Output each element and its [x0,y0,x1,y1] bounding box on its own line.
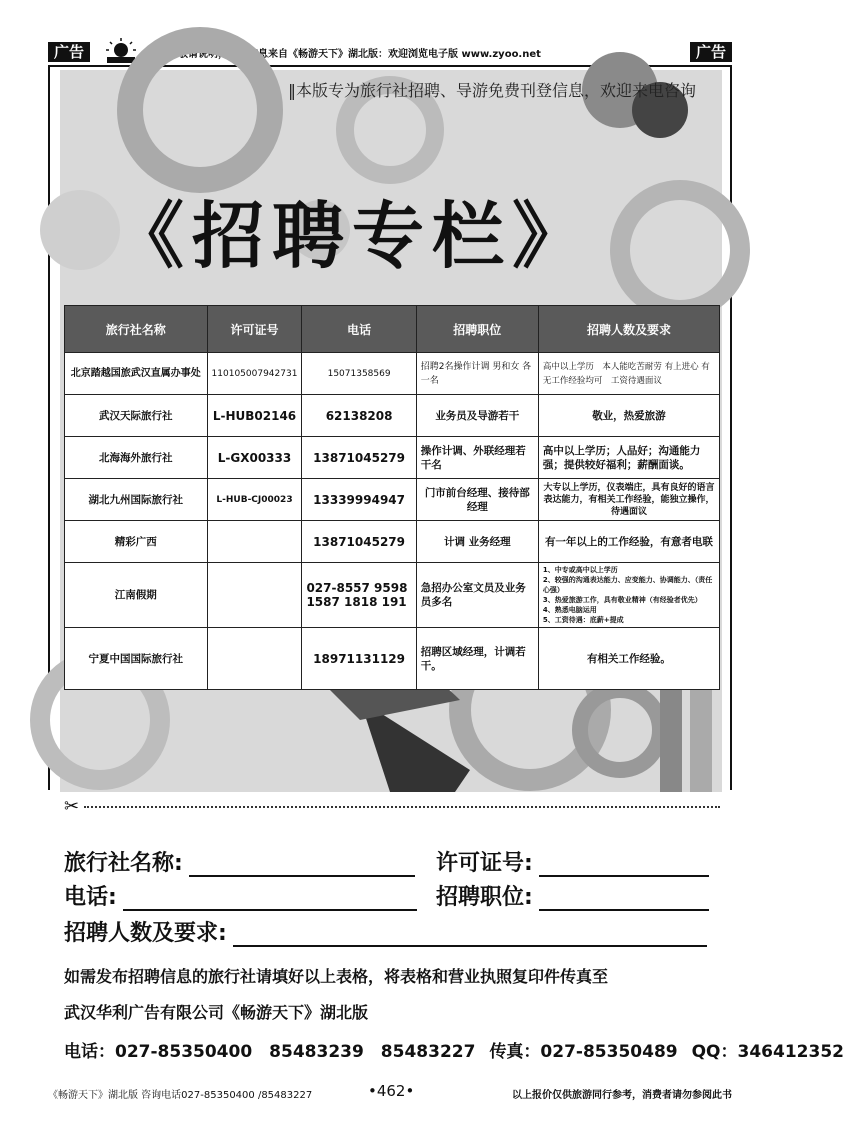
phone-number: 027-8557 9598 1587 1818 191 [302,563,416,628]
job-requirements-list [538,563,719,628]
position-label: 招聘职位: [436,885,533,910]
col-phone: 电话 [302,306,416,353]
company-fax: 传真：027-85350489 [489,1042,678,1062]
col-agency-name: 旅行社名称 [65,306,208,353]
agency-name-row [64,846,415,877]
license-number: 110105007942731 [207,353,302,395]
contact-line [64,1037,844,1062]
requirements-row [64,916,707,947]
ad-label-right: 广告 [690,42,732,62]
page-title: 《招聘专栏》 [112,193,593,278]
col-license: 许可证号 [207,306,302,353]
agency-name: 江南假期 [65,563,208,628]
recruitment-table [64,305,720,690]
requirements-field[interactable] [233,923,707,947]
license-number: L-HUB-CJ00023 [207,479,302,521]
table-header-row [65,306,720,353]
job-requirements: 有相关工作经验。 [538,628,719,690]
license-field[interactable] [539,853,709,877]
job-requirements: 大专以上学历，仪表端庄，具有良好的语言表达能力，有相关工作经验，能独立操作，待遇面议 [538,479,719,521]
license-label: 许可证号: [436,851,533,876]
requirement-item: 2、较强的沟通表达能力、应变能力、协调能力、（责任心强） [542,576,713,594]
col-position: 招聘职位 [416,306,538,353]
requirement-item: 3、热爱旅游工作，具有敬业精神（有经验者优先） [542,596,702,604]
job-requirements: 敬业，热爱旅游 [538,395,719,437]
fax-instruction: 如需发布招聘信息的旅行社请填好以上表格，将表格和营业执照复印件传真至 [64,967,609,986]
footer-disclaimer: 以上报价仅供旅游同行参考，消费者请勿参阅此书 [512,1090,732,1101]
agency-name: 精彩广西 [65,521,208,563]
requirement-item: 5、工资待遇：底薪+提成 [542,616,624,624]
job-position: 计调 业务经理 [416,521,538,563]
phone-number: 15071358569 [302,353,416,395]
scissors-icon: ✂ [64,796,80,817]
job-requirements: 高中以上学历；人品好；沟通能力强；提供较好福利；薪酬面谈。 [538,437,719,479]
company-qq: QQ：346412352 [691,1042,844,1062]
license-row [436,846,709,877]
company-name: 武汉华利广告有限公司《畅游天下》湖北版 [64,1003,369,1022]
company-phone: 电话：027-85350400 85483239 85483227 [64,1042,476,1062]
col-requirements: 招聘人数及要求 [538,306,719,353]
job-position: 业务员及导游若干 [416,395,538,437]
requirement-item: 1、中专或高中以上学历 [542,566,618,574]
license-number [207,521,302,563]
table-row [65,628,720,690]
agency-name: 北海海外旅行社 [65,437,208,479]
phone-number: 13871045279 [302,437,416,479]
license-number [207,563,302,628]
cut-line [84,806,720,808]
phone-label: 电话: [64,885,117,910]
license-number: L-HUB02146 [207,395,302,437]
phone-field[interactable] [123,887,417,911]
job-position: 门市前台经理、接待部经理 [416,479,538,521]
job-position: 急招办公室文员及业务员多名 [416,563,538,628]
job-position: 操作计调、外联经理若干名 [416,437,538,479]
footer-hotline: 《畅游天下》湖北版 咨询电话027-85350400 /85483227 [48,1090,313,1101]
phone-number: 18971131129 [302,628,416,690]
table-row [65,353,720,395]
job-position: 招聘区域经理，计调若干。 [416,628,538,690]
license-number [207,628,302,690]
agency-name: 宁夏中国国际旅行社 [65,628,208,690]
phone-row [64,880,417,911]
position-field[interactable] [539,887,709,911]
table-row [65,521,720,563]
job-requirements: 有一年以上的工作经验，有意者电联 [538,521,719,563]
phone-number: 62138208 [302,395,416,437]
job-position: 招聘2名操作计调 男和女 各一名 [416,353,538,395]
right-border [730,65,732,790]
magazine-logo-icon [104,38,138,64]
requirements-label: 招聘人数及要求: [64,921,227,946]
contact-note: 联系时敬请说明，您的信息来自《畅游天下》湖北版：欢迎浏览电子版 www.zyoo.net [148,49,541,60]
requirement-item: 4、熟悉电脑运用 [542,606,597,614]
agency-name: 湖北九州国际旅行社 [65,479,208,521]
phone-number: 13871045279 [302,521,416,563]
free-listing-notice: ‖本版专为旅行社招聘、导游免费刊登信息，欢迎来电咨询 [288,81,697,100]
agency-name: 北京踏越国旅武汉直属办事处 [65,353,208,395]
table-row [65,437,720,479]
table-row [65,479,720,521]
agency-name: 武汉天际旅行社 [65,395,208,437]
ad-label-left: 广告 [48,42,90,62]
license-number: L-GX00333 [207,437,302,479]
agency-name-field[interactable] [189,853,415,877]
phone-number: 13339994947 [302,479,416,521]
agency-name-label: 旅行社名称: [64,851,183,876]
page-number: •462• [368,1082,415,1100]
table-row [65,563,720,628]
position-row [436,880,709,911]
job-requirements: 高中以上学历 本人能吃苦耐劳 有上进心 有无工作经验均可 工资待遇面议 [538,353,719,395]
table-row [65,395,720,437]
